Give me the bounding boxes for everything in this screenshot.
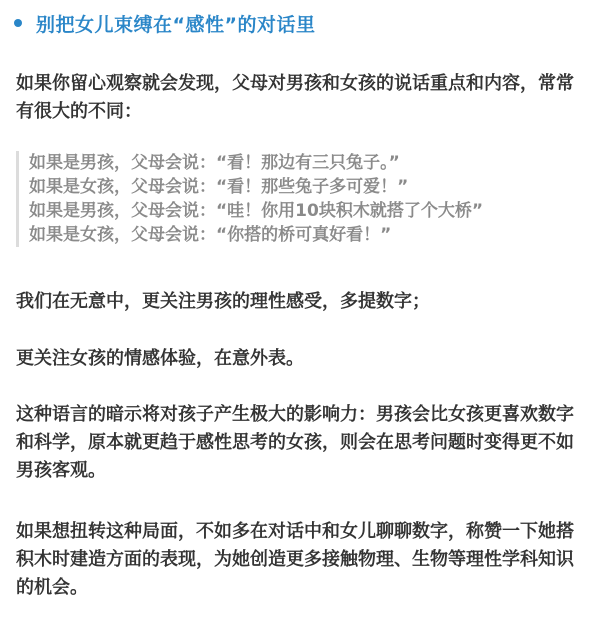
body-paragraph: 我们在无意中，更关注男孩的理性感受，多提数字； bbox=[16, 291, 430, 312]
quote-line: 如果是男孩，父母会说：“哇！你用10块积木就搭了个大桥” bbox=[29, 201, 484, 221]
section-heading bbox=[14, 8, 600, 38]
quote-line: 如果是男孩，父母会说：“看！那边有三只兔子。” bbox=[29, 153, 400, 173]
body-paragraph: 如果想扭转这种局面，不如多在对话中和女儿聊聊数字，称赞一下她搭积木时建造方面的表现，为她创造更多接触物理、生物等理性学科知识的机会。 bbox=[16, 521, 574, 598]
intro-paragraph: 如果你留心观察就会发现，父母对男孩和女孩的说话重点和内容，常常有很大的不同： bbox=[16, 73, 574, 122]
dialogue-quote-block bbox=[16, 151, 589, 247]
body-paragraph: 更关注女孩的情感体验，在意外表。 bbox=[16, 348, 304, 369]
heading-title: 别把女儿束缚在“感性”的对话里 bbox=[36, 13, 316, 36]
quote-line: 如果是女孩，父母会说：“看！那些兔子多可爱！” bbox=[29, 177, 409, 197]
bullet-icon bbox=[14, 19, 22, 27]
quote-line: 如果是女孩，父母会说：“你搭的桥可真好看！” bbox=[29, 225, 392, 245]
body-paragraph: 这种语言的暗示将对孩子产生极大的影响力：男孩会比女孩更喜欢数字和科学，原本就更趋于感性思考的女孩，则会在思考问题时变得更不如男孩客观。 bbox=[16, 404, 574, 481]
